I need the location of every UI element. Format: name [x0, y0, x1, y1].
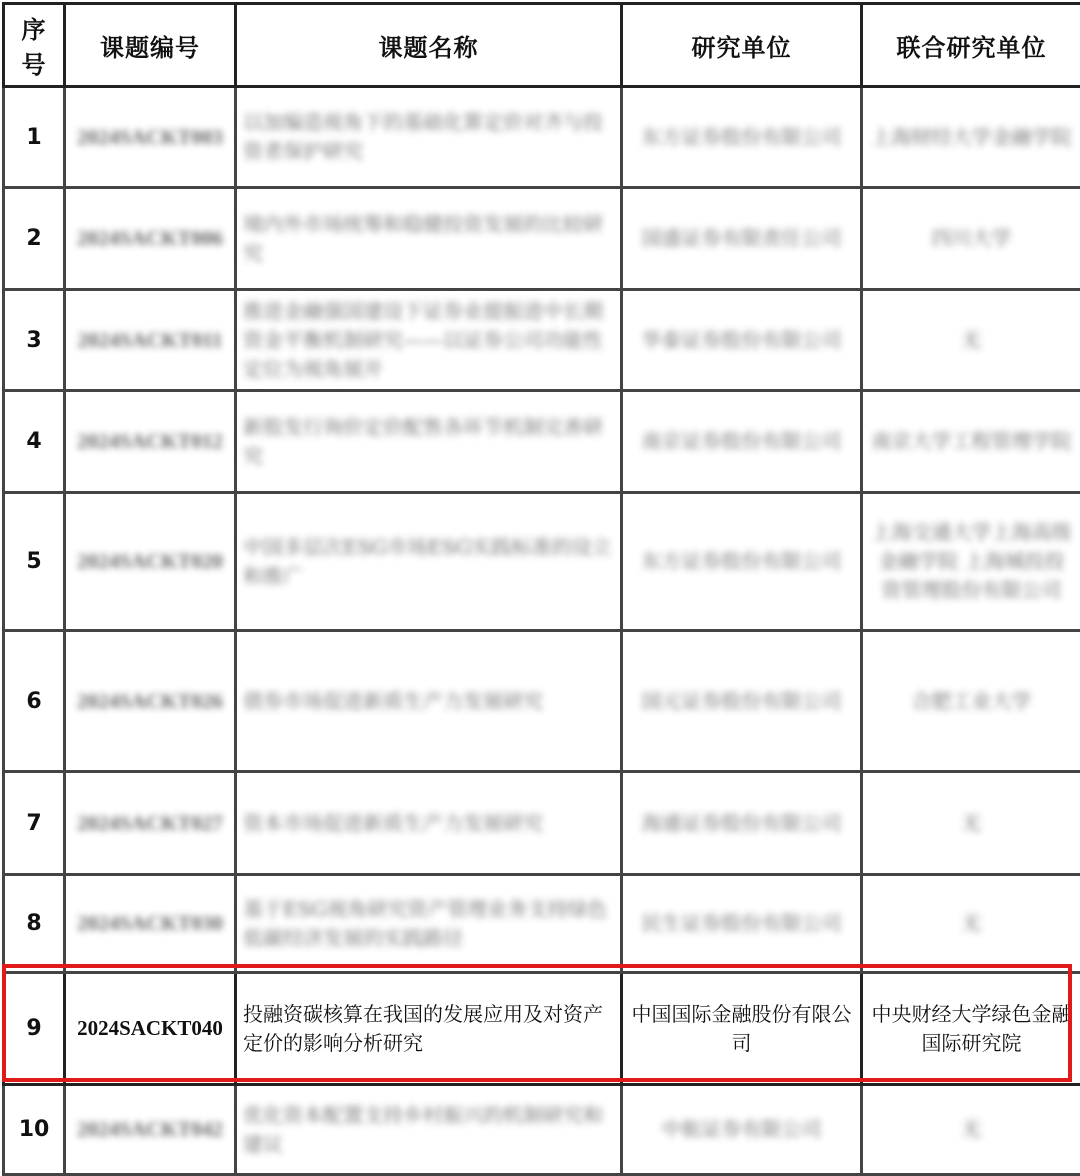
row-title: 投融资碳核算在我国的发展应用及对资产定价的影响分析研究	[236, 973, 622, 1085]
header-title: 课题名称	[236, 4, 622, 87]
row-title: 资本市场促进新质生产力发展研究	[236, 772, 622, 875]
table-row-highlighted	[4, 973, 1080, 1085]
table-row	[4, 875, 1080, 973]
row-joint: 南京大学工程管理学院	[862, 391, 1080, 493]
row-code: 2024SACKT030	[65, 875, 236, 973]
row-code: 2024SACKT040	[65, 973, 236, 1085]
row-unit: 海通证券股份有限公司	[622, 772, 862, 875]
row-code: 2024SACKT006	[65, 188, 236, 290]
row-unit: 东方证券股份有限公司	[622, 87, 862, 188]
table-row	[4, 493, 1080, 631]
table-row	[4, 391, 1080, 493]
row-title: 推进金融强国建设下证券业提振进中长期资金平衡机制研究——以证券公司功能性定位为视角展开	[236, 290, 622, 391]
row-code: 2024SACKT011	[65, 290, 236, 391]
project-table	[2, 2, 1080, 1176]
row-unit: 南京证券股份有限公司	[622, 391, 862, 493]
row-title: 基于ESG视角研究资产管理业务支持绿色低碳经济发展的实践路径	[236, 875, 622, 973]
table-header-row	[4, 4, 1080, 87]
row-index: 7	[4, 772, 65, 875]
header-index: 序号	[4, 4, 65, 87]
row-index: 2	[4, 188, 65, 290]
row-index: 3	[4, 290, 65, 391]
row-joint: 无	[862, 290, 1080, 391]
row-unit: 民生证券股份有限公司	[622, 875, 862, 973]
header-unit: 研究单位	[622, 4, 862, 87]
row-title: 新股发行询价定价配售各环节机制完善研究	[236, 391, 622, 493]
row-joint: 合肥工业大学	[862, 631, 1080, 772]
row-code: 2024SACKT026	[65, 631, 236, 772]
row-joint: 无	[862, 772, 1080, 875]
row-unit: 中国国际金融股份有限公司	[622, 973, 862, 1085]
row-code: 2024SACKT020	[65, 493, 236, 631]
row-unit: 国元证券股份有限公司	[622, 631, 862, 772]
table-row	[4, 631, 1080, 772]
row-code: 2024SACKT003	[65, 87, 236, 188]
row-index: 6	[4, 631, 65, 772]
row-code: 2024SACKT027	[65, 772, 236, 875]
row-title: 以加编造视角下的基础化算定价对齐与投资者保护研究	[236, 87, 622, 188]
row-joint: 上海交通大学上海高级金融学院 上海城投投资管理股份有限公司	[862, 493, 1080, 631]
table-row	[4, 772, 1080, 875]
row-title: 债券市场促进新质生产力发展研究	[236, 631, 622, 772]
table-row	[4, 188, 1080, 290]
row-joint: 无	[862, 875, 1080, 973]
row-unit: 东方证券股份有限公司	[622, 493, 862, 631]
row-code: 2024SACKT042	[65, 1085, 236, 1175]
table-row	[4, 1085, 1080, 1175]
row-index: 9	[4, 973, 65, 1085]
row-index: 5	[4, 493, 65, 631]
row-unit: 国盛证券有限责任公司	[622, 188, 862, 290]
row-title: 中国多层次ESG市场ESG实践标准的设立和推广	[236, 493, 622, 631]
row-title: 优化资本配置支持乡村振兴的机制研究和建议	[236, 1085, 622, 1175]
row-joint: 四川大学	[862, 188, 1080, 290]
row-index: 1	[4, 87, 65, 188]
row-index: 10	[4, 1085, 65, 1175]
row-title: 境内外市场统筹和稳健投资发展的比较研究	[236, 188, 622, 290]
row-index: 8	[4, 875, 65, 973]
table-row	[4, 290, 1080, 391]
row-unit: 华泰证券股份有限公司	[622, 290, 862, 391]
row-unit: 中航证券有限公司	[622, 1085, 862, 1175]
row-joint: 中央财经大学绿色金融国际研究院	[862, 973, 1080, 1085]
header-code: 课题编号	[65, 4, 236, 87]
table-row	[4, 87, 1080, 188]
header-joint: 联合研究单位	[862, 4, 1080, 87]
row-joint: 无	[862, 1085, 1080, 1175]
row-index: 4	[4, 391, 65, 493]
row-code: 2024SACKT012	[65, 391, 236, 493]
row-joint: 上海财经大学金融学院	[862, 87, 1080, 188]
